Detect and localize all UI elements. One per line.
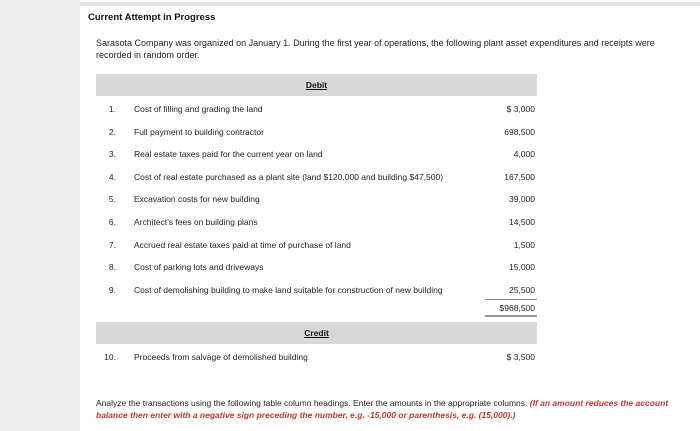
- instructions-text: Analyze the transactions using the following table column headings. Enter the amounts in the appropriate columns.: [96, 398, 530, 408]
- table-row: [96, 211, 537, 233]
- row-description: Real estate taxes paid for the current year on land: [134, 149, 323, 160]
- attempt-status: Current Attempt in Progress: [88, 12, 216, 23]
- debit-total-box: [485, 299, 537, 317]
- problem-intro: Sarasota Company was organized on January 1. During the first year of operations, the following plant asset expenditures and receipts were recorded in random order.: [96, 38, 655, 60]
- row-number: 1.: [108, 104, 116, 114]
- row-number: 6.: [108, 217, 116, 227]
- row-number: 4.: [108, 171, 116, 182]
- table-row: [96, 188, 537, 210]
- row-description: Excavation costs for new building: [134, 194, 260, 205]
- table-row: [96, 234, 537, 256]
- row-description: Architect’s fees on building plans: [134, 217, 258, 227]
- row-description: Proceeds from salvage of demolished building: [134, 352, 308, 362]
- row-amount: 1,500: [513, 239, 535, 250]
- row-number: 9.: [108, 284, 116, 295]
- top-divider: [80, 2, 700, 6]
- row-amount: 698,500: [504, 126, 535, 137]
- row-amount: 25,500: [509, 284, 535, 295]
- row-description: Cost of parking lots and driveways: [134, 262, 264, 273]
- row-amount: $ 3,000: [506, 104, 535, 114]
- row-number: 10.: [104, 352, 116, 362]
- debit-total: $968,500: [499, 303, 535, 313]
- debit-header: Debit: [305, 80, 328, 90]
- row-number: 8.: [108, 262, 116, 273]
- table-row: [96, 121, 537, 143]
- table-row: [96, 279, 537, 301]
- debit-header-bar: [96, 74, 537, 96]
- question-panel: [80, 0, 700, 431]
- row-description: Cost of filling and grading the land: [134, 104, 263, 114]
- credit-header-bar: [96, 322, 537, 344]
- row-number: 3.: [108, 149, 116, 160]
- row-description: Cost of real estate purchased as a plant site (land $120,000 and building $47,500): [134, 171, 444, 182]
- row-amount: 4,000: [513, 149, 535, 160]
- row-description: Full payment to building contractor: [134, 126, 264, 137]
- row-number: 7.: [108, 239, 116, 250]
- row-description: Cost of demolishing building to make land suitable for construction of new building: [134, 284, 443, 295]
- instructions-hint: (If an amount reduces the account balance then enter with a negative sign preceding the number, e.g. -15,000 or parenthesis, e.g. (15,000).): [96, 398, 669, 420]
- row-description: Accrued real estate taxes paid at time of purchase of land: [134, 239, 351, 250]
- row-amount: 14,500: [509, 217, 535, 227]
- table-row: [96, 98, 537, 120]
- row-amount: 39,000: [509, 194, 535, 205]
- table-row: [96, 256, 537, 278]
- instructions: [96, 397, 692, 421]
- table-row: [96, 143, 537, 165]
- row-amount: 167,500: [504, 171, 535, 182]
- row-amount: $ 3,500: [506, 352, 535, 362]
- row-number: 5.: [108, 194, 116, 205]
- row-number: 2.: [108, 126, 116, 137]
- row-amount: 15,000: [509, 262, 535, 273]
- credit-header: Credit: [304, 328, 329, 338]
- table-row: [96, 346, 537, 368]
- table-row: [96, 166, 537, 188]
